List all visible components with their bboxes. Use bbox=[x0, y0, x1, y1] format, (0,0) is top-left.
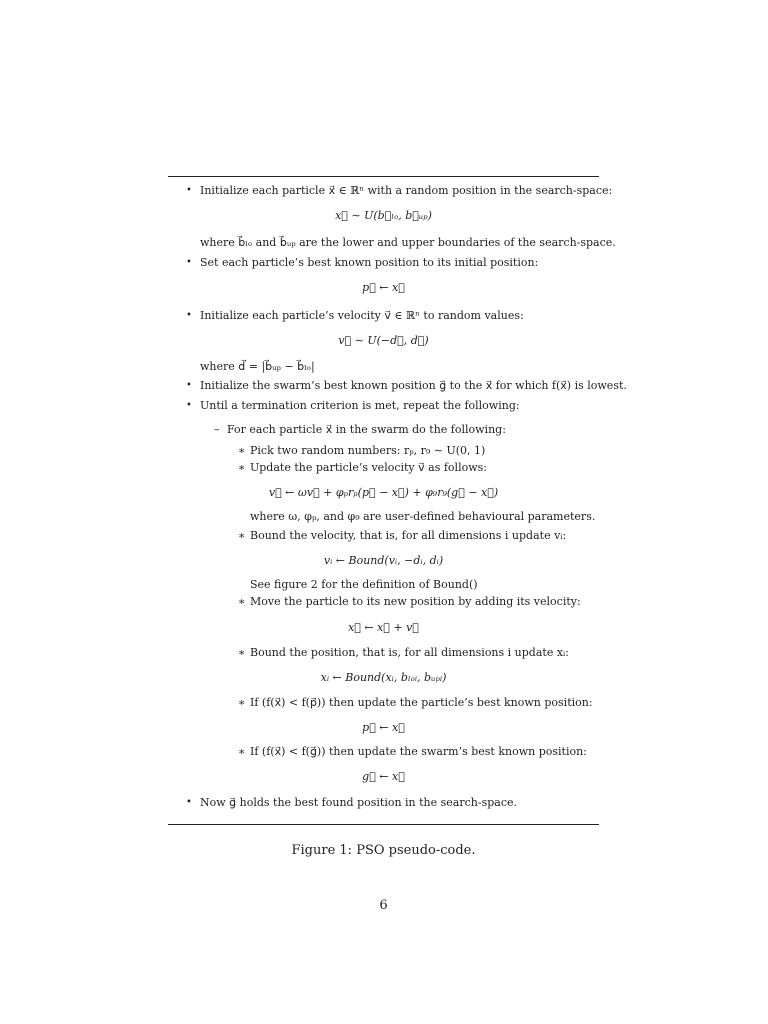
star-marker: ∗ bbox=[238, 595, 246, 608]
move-text: Move the particle to its new position by adding its velocity: bbox=[250, 595, 581, 608]
figure-caption: Figure 1: PSO pseudo-code. bbox=[291, 843, 476, 858]
pick-random-text: Pick two random numbers: rₚ, r₉ ∼ U(0, 1) bbox=[250, 444, 486, 457]
now-text: Now g⃗ holds the best found position in the search-space. bbox=[200, 796, 517, 809]
bound-velocity-text: Bound the velocity, that is, for all dimensions i update vᵢ: bbox=[250, 529, 567, 542]
if-swarm-text: If (f(x⃗) < f(g⃗)) then update the swarm’s best known position: bbox=[250, 745, 587, 758]
star-marker: ∗ bbox=[238, 444, 246, 457]
bound-position-equation: xᵢ ← Bound(xᵢ, bₗₒᵢ, bᵤₚᵢ) bbox=[320, 671, 447, 684]
init-velocity-text: Initialize each particle’s velocity v⃗ ∈ ℝⁿ to random values: bbox=[200, 309, 524, 322]
for-each-text: For each particle x⃗ in the swarm do the following: bbox=[227, 423, 506, 436]
if-particle-equation: p⃗ ← x⃗ bbox=[362, 721, 405, 734]
bound-velocity-equation: vᵢ ← Bound(vᵢ, −dᵢ, dᵢ) bbox=[323, 554, 444, 567]
swarm-best-text: Initialize the swarm’s best known position g⃗ to the x⃗ for which f(x⃗) is lowest. bbox=[200, 379, 627, 392]
see-figure-text: See figure 2 for the definition of Bound() bbox=[250, 578, 478, 591]
until-text: Until a termination criterion is met, repeat the following: bbox=[200, 399, 520, 412]
top-rule bbox=[168, 176, 599, 177]
if-swarm-equation: g⃗ ← x⃗ bbox=[362, 770, 405, 783]
bullet-marker: • bbox=[186, 797, 192, 808]
bullet-marker: • bbox=[186, 310, 192, 321]
init-position-equation: x⃗ ∼ U(b⃗ₗₒ, b⃗ᵤₚ) bbox=[335, 209, 432, 222]
star-marker: ∗ bbox=[238, 696, 246, 709]
bound-position-text: Bound the position, that is, for all dimensions i update xᵢ: bbox=[250, 646, 569, 659]
if-particle-text: If (f(x⃗) < f(p⃗)) then update the particle’s best known position: bbox=[250, 696, 593, 709]
best-known-equation: p⃗ ← x⃗ bbox=[362, 281, 405, 294]
star-marker: ∗ bbox=[238, 529, 246, 542]
bullet-marker: • bbox=[186, 400, 192, 411]
bullet-marker: • bbox=[186, 257, 192, 268]
bounds-text: where b⃗ₗₒ and b⃗ᵤₚ are the lower and upper boundaries of the search-space. bbox=[200, 236, 616, 249]
bullet-marker: • bbox=[186, 185, 192, 196]
update-velocity-text: Update the particle’s velocity v⃗ as follows: bbox=[250, 461, 487, 474]
star-marker: ∗ bbox=[238, 745, 246, 758]
dash-marker: – bbox=[214, 423, 220, 436]
page-number: 6 bbox=[379, 898, 388, 913]
best-known-text: Set each particle’s best known position to its initial position: bbox=[200, 256, 539, 269]
bullet-marker: • bbox=[186, 380, 192, 391]
update-velocity-equation: v⃗ ← ωv⃗ + φₚrₚ(p⃗ − x⃗) + φ₉r₉(g⃗ − x⃗) bbox=[268, 486, 499, 499]
bottom-rule bbox=[168, 824, 599, 825]
init-position-text: Initialize each particle x⃗ ∈ ℝⁿ with a random position in the search-space: bbox=[200, 184, 613, 197]
init-velocity-equation: v⃗ ∼ U(−d⃗, d⃗) bbox=[338, 334, 429, 347]
star-marker: ∗ bbox=[238, 646, 246, 659]
move-equation: x⃗ ← x⃗ + v⃗ bbox=[348, 621, 419, 634]
d-definition-text: where d⃗ = |b⃗ᵤₚ − b⃗ₗₒ| bbox=[200, 360, 315, 373]
params-text: where ω, φₚ, and φ₉ are user-defined behavioural parameters. bbox=[250, 510, 596, 523]
star-marker: ∗ bbox=[238, 461, 246, 474]
